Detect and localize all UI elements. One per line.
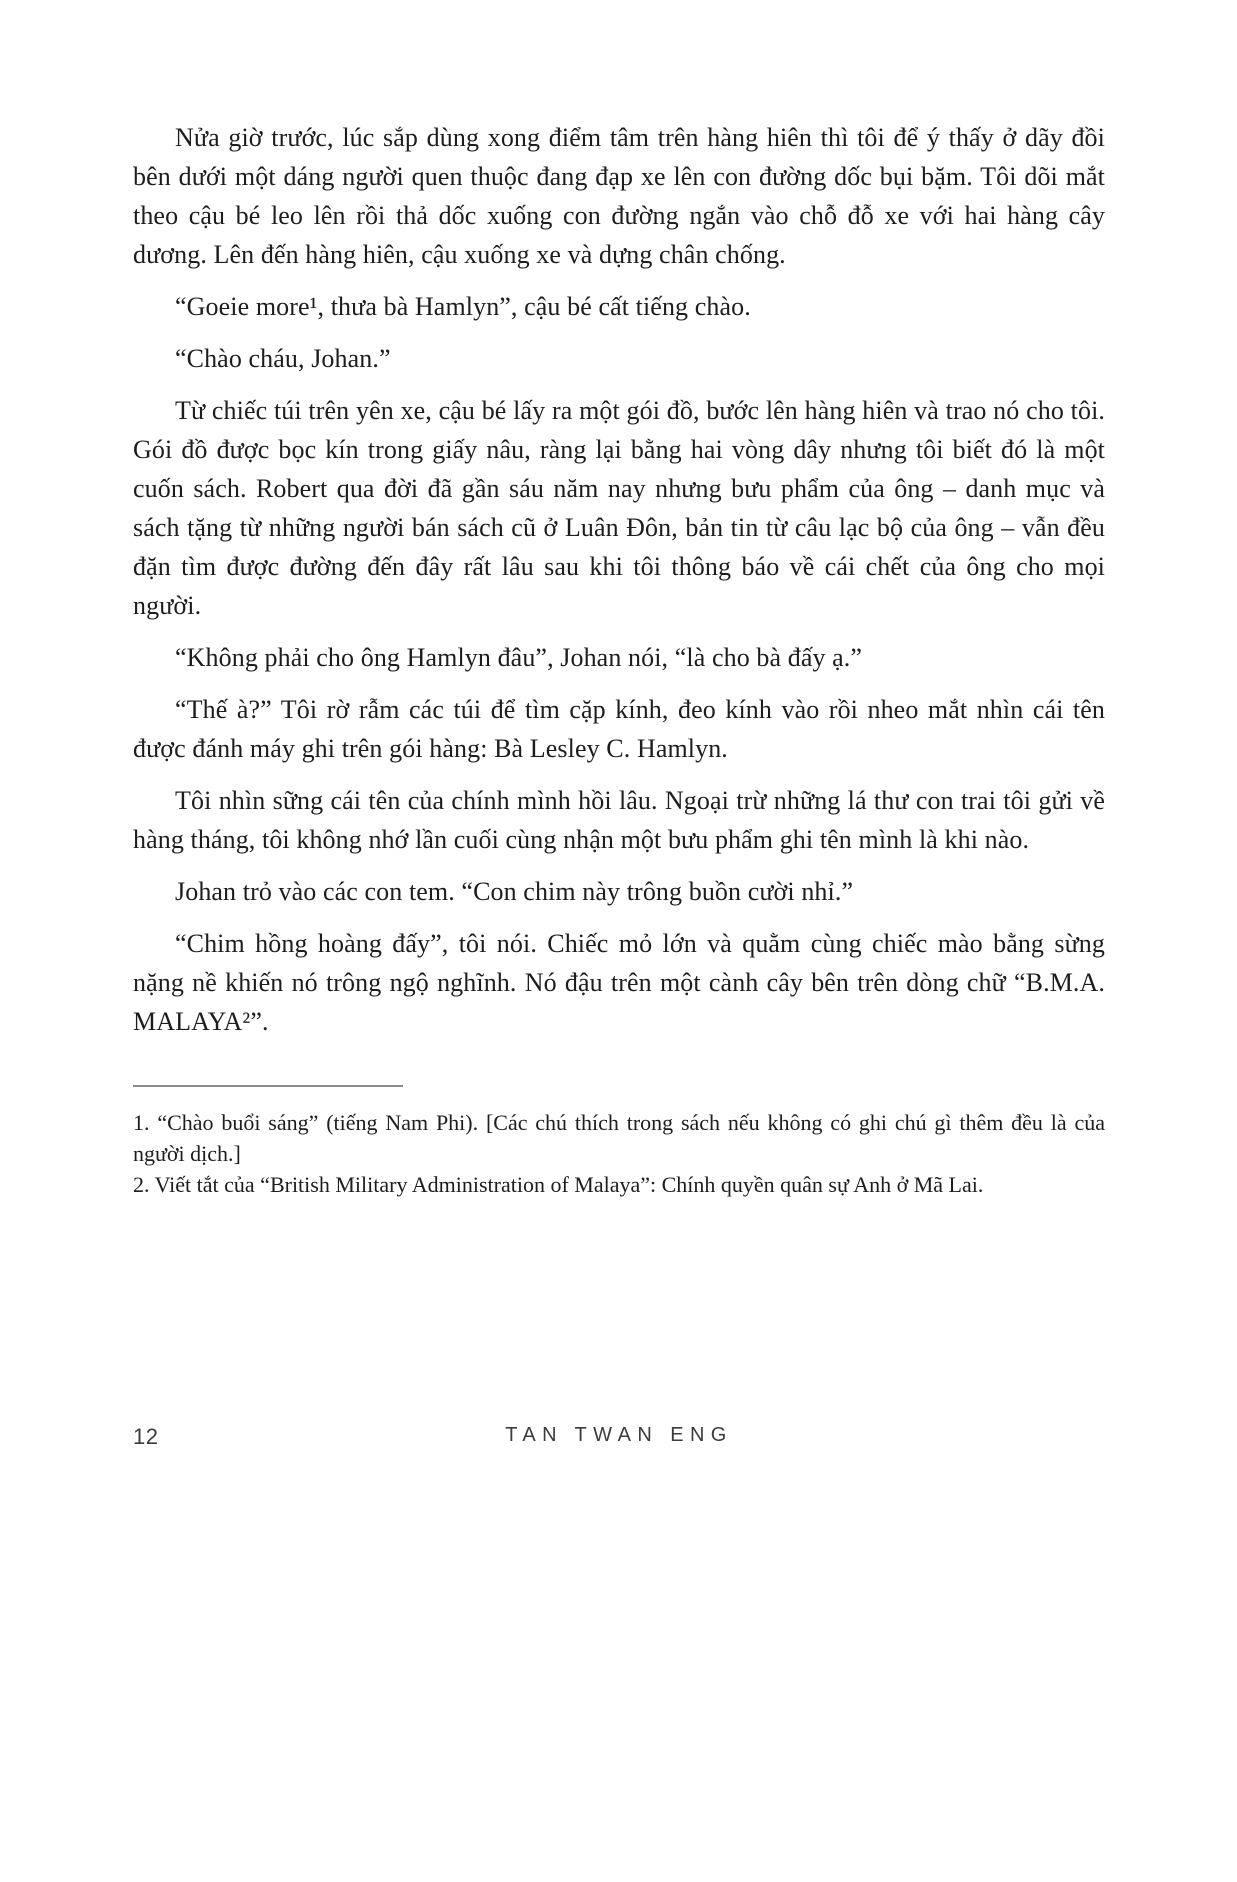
footnote: 1. “Chào buổi sáng” (tiếng Nam Phi). [Các chú thích trong sách nếu không có ghi chú gì thêm đều là của người dịch.] (133, 1110, 1105, 1166)
footnotes-section (133, 1085, 1105, 1200)
footnote-divider (133, 1085, 403, 1087)
page-number: 12 (133, 1424, 159, 1449)
paragraph: “Chào cháu, Johan.” (175, 344, 391, 373)
page-footer (133, 1424, 1105, 1454)
paragraph: “Thế à?” Tôi rờ rẫm các túi để tìm cặp kính, đeo kính vào rồi nheo mắt nhìn cái tên được đánh máy ghi trên gói hàng: Bà Lesley C. Hamlyn. (133, 695, 1105, 763)
paragraph: “Chim hồng hoàng đấy”, tôi nói. Chiếc mỏ lớn và quằm cùng chiếc mào bằng sừng nặng nề khiến nó trông ngộ nghĩnh. Nó đậu trên một cành cây bên trên dòng chữ “B.M.A. MALAYA²”. (133, 929, 1105, 1036)
paragraph: “Goeie more¹, thưa bà Hamlyn”, cậu bé cất tiếng chào. (175, 292, 751, 321)
paragraph: “Không phải cho ông Hamlyn đâu”, Johan nói, “là cho bà đấy ạ.” (175, 643, 863, 672)
paragraph: Tôi nhìn sững cái tên của chính mình hồi lâu. Ngoại trừ những lá thư con trai tôi gửi về hàng tháng, tôi không nhớ lần cuối cùng nhận một bưu phẩm ghi tên mình là khi nào. (133, 786, 1105, 854)
paragraph: Nửa giờ trước, lúc sắp dùng xong điểm tâm trên hàng hiên thì tôi để ý thấy ở dãy đồi bên dưới một dáng người quen thuộc đang đạp xe lên con đường dốc bụi bặm. Tôi dõi mắt theo cậu bé leo lên rồi thả dốc xuống con đường ngắn vào chỗ đỗ xe với hai hàng cây dương. Lên đến hàng hiên, cậu xuống xe và dựng chân chống. (133, 123, 1105, 269)
paragraph: Từ chiếc túi trên yên xe, cậu bé lấy ra một gói đồ, bước lên hàng hiên và trao nó cho tôi. Gói đồ được bọc kín trong giấy nâu, ràng lại bằng hai vòng dây nhưng tôi biết đó là một cuốn sách. Robert qua đời đã gần sáu năm nay nhưng bưu phẩm của ông – danh mục và sách tặng từ những người bán sách cũ ở Luân Đôn, bản tin từ câu lạc bộ của ông – vẫn đều đặn tìm được đường đến đây rất lâu sau khi tôi thông báo về cái chết của ông cho mọi người. (133, 396, 1105, 620)
paragraph: Johan trỏ vào các con tem. “Con chim này trông buồn cười nhỉ.” (175, 877, 854, 906)
running-title: TAN TWAN ENG (505, 1424, 733, 1446)
footnote: 2. Viết tắt của “British Military Administration of Malaya”: Chính quyền quân sự Anh ở Mã Lai. (133, 1172, 984, 1197)
body-text (133, 118, 1105, 1041)
